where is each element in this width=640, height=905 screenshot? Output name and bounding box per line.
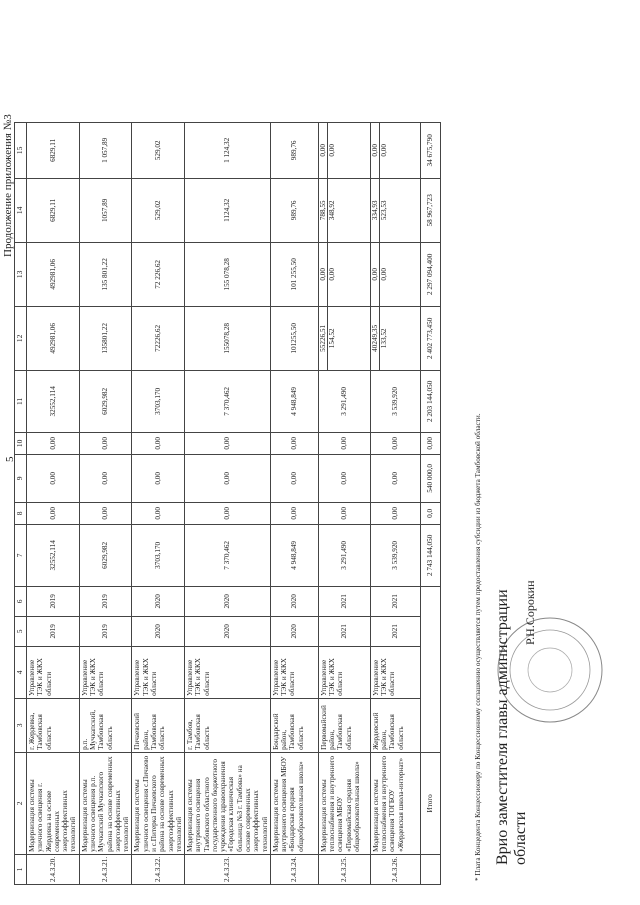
total-label: Итого [420,752,440,854]
value-col-8: 0,00 [370,502,420,524]
value-col-14-part: 334,93 [370,200,379,221]
responsible-body: Управление ТЭК и ЖКХ области [27,646,80,698]
year-start: 2021 [318,616,370,646]
value-col-7: 7 370,462 [185,524,271,586]
value-col-13: 101 255,50 [270,242,318,306]
value-col-14: 1124,32 [185,178,271,242]
value-col-15: 529,02 [132,122,185,178]
value-col-9: 0,00 [270,454,318,502]
value-col-12: 101255,50 [270,306,318,370]
project-name: Модернизация системы уличного освещения с.Пичаево и с.Питерка Пичаевского района на основе современных энергоэффективных технологий [132,752,185,854]
col-num: 7 [15,524,27,586]
value-col-7: 3 539,920 [370,524,420,586]
value-col-14: 1057,89 [79,178,132,242]
responsible-body: Управление ТЭК и ЖКХ области [79,646,132,698]
total-c14: 58 967,723 [420,178,440,242]
value-col-11: 32552,114 [27,370,80,432]
total-row [420,122,440,884]
value-col-7: 3 291,490 [318,524,370,586]
project-name: Модернизация системы теплоснабжения и внутреннего освещения ТОГБОУ «Жердевская школа-интернат» [370,752,420,854]
value-col-11: 3 291,490 [318,370,370,432]
table-row [132,122,185,884]
total-c12: 2 402 773,450 [420,306,440,370]
col-num: 12 [15,306,27,370]
col-num: 3 [15,698,27,752]
value-col-11: 4 948,849 [270,370,318,432]
responsible-body: Управление ТЭК и ЖКХ области [318,646,370,698]
value-col-11: 6029,982 [79,370,132,432]
value-col-13-part: 0,00 [379,243,388,306]
value-col-12-part: 133,52 [379,307,388,370]
value-col-14: 529,02 [132,178,185,242]
row-index: 2.4.3.26. [370,854,420,884]
row-index: 2.4.3.21. [79,854,132,884]
value-col-14-part: 523,53 [379,179,388,242]
value-col-15-part: 0,00 [327,123,336,178]
value-col-10: 0,00 [318,432,370,454]
table-row [79,122,132,884]
value-col-15: 6829,11 [27,122,80,178]
total-blank [420,586,440,752]
value-col-10: 0,00 [185,432,271,454]
row-index: 2.4.3.25. [318,854,370,884]
total-c13: 2 297 094,400 [420,242,440,306]
value-col-14 [318,178,370,242]
value-col-13: 72 226,62 [132,242,185,306]
value-col-12: 72226,62 [132,306,185,370]
value-col-7: 4 948,849 [270,524,318,586]
value-col-12 [370,306,420,370]
year-start: 2021 [370,616,420,646]
project-name: Модернизация системы внутреннего освещения МБОУ «Бондарская средняя общеобразовательная школа» [270,752,318,854]
page-number: 5 [4,456,16,462]
value-col-10: 0,00 [79,432,132,454]
value-col-15: 989,76 [270,122,318,178]
value-col-12: 135801,22 [79,306,132,370]
col-num: 2 [15,752,27,854]
total-c10: 0,00 [420,432,440,454]
col-num: 6 [15,586,27,616]
project-location: Жердевский район, Тамбовская область [370,698,420,752]
value-col-12-part: 55226,51 [318,324,327,352]
value-col-10: 0,00 [270,432,318,454]
project-name: Модернизация системы уличного освещения р.п. Мучкапский Мучкапского района на основе современных энергоэффективных технологий [79,752,132,854]
total-blank [420,854,440,884]
row-index: 2.4.3.24. [270,854,318,884]
value-col-15-part: 0,00 [379,123,388,178]
total-c11: 2 203 144,050 [420,370,440,432]
value-col-8: 0,00 [318,502,370,524]
continuation-label: Продолжение приложения №3 [2,114,14,257]
value-col-13: 135 801,22 [79,242,132,306]
value-col-7: 6029,982 [79,524,132,586]
year-end: 2019 [79,586,132,616]
responsible-body: Управление ТЭК и ЖКХ области [132,646,185,698]
col-num: 15 [15,122,27,178]
value-col-13-part: 0,00 [318,268,327,281]
column-number-row [15,122,27,884]
year-start: 2020 [185,616,271,646]
row-index: 2.4.3.20. [27,854,80,884]
appendix-table [14,122,441,885]
value-col-15: 1 057,89 [79,122,132,178]
value-col-13 [370,242,420,306]
total-c15: 34 675,790 [420,122,440,178]
project-location: р.п. Мучкапский, Тамбовская область [79,698,132,752]
year-end: 2021 [318,586,370,616]
year-end: 2019 [27,586,80,616]
year-start: 2020 [132,616,185,646]
value-col-9: 0,00 [185,454,271,502]
value-col-11: 3 539,920 [370,370,420,432]
value-col-9: 0,00 [370,454,420,502]
value-col-8: 0,00 [27,502,80,524]
value-col-15-part: 0,00 [370,144,379,157]
value-col-14-part: 788,55 [318,200,327,221]
value-col-9: 0,00 [132,454,185,502]
col-num: 4 [15,646,27,698]
col-num: 14 [15,178,27,242]
value-col-14: 6829,11 [27,178,80,242]
project-location: Бондарский район, Тамбовская область [270,698,318,752]
value-col-12: 492981,06 [27,306,80,370]
value-col-14: 989,76 [270,178,318,242]
table-row [318,122,370,884]
value-col-8: 0,00 [132,502,185,524]
value-col-15 [370,122,420,178]
year-start: 2019 [79,616,132,646]
responsible-body: Управление ТЭК и ЖКХ области [185,646,271,698]
signature-line-2: области [511,811,529,865]
value-col-14-part: 348,92 [327,179,336,242]
total-c7: 2 743 144,050 [420,524,440,586]
value-col-13-part: 0,00 [370,268,379,281]
col-num: 8 [15,502,27,524]
value-col-12 [318,306,370,370]
value-col-9: 0,00 [27,454,80,502]
year-end: 2021 [370,586,420,616]
value-col-8: 0,00 [270,502,318,524]
col-num: 9 [15,454,27,502]
row-index: 2.4.3.23. [185,854,271,884]
project-location: г. Жердевка, Тамбовская область [27,698,80,752]
value-col-8: 0,00 [79,502,132,524]
value-col-15: 1 124,32 [185,122,271,178]
signature-line-1: Врио заместителя главы администрации [494,589,511,865]
value-col-15 [318,122,370,178]
responsible-body: Управление ТЭК и ЖКХ области [370,646,420,698]
year-end: 2020 [132,586,185,616]
table-row [185,122,271,884]
year-start: 2020 [270,616,318,646]
table-row [370,122,420,884]
total-c8: 0,0 [420,502,440,524]
table-row [270,122,318,884]
col-num: 13 [15,242,27,306]
year-start: 2019 [27,616,80,646]
value-col-13 [318,242,370,306]
value-col-11: 3703,170 [132,370,185,432]
value-col-10: 0,00 [370,432,420,454]
value-col-8: 0,00 [185,502,271,524]
value-col-12-part: 40249,35 [370,324,379,352]
value-col-15-part: 0,00 [318,144,327,157]
project-name: Модернизация системы внутреннего освещения Тамбовского областного государственного бюджетного учреждения здравоохранения «Городская клиническая больница №3 г. Тамбова» на основе современных энергоэффективных технологий [185,752,271,854]
col-num: 10 [15,432,27,454]
value-col-9: 0,00 [79,454,132,502]
value-col-13: 492981,06 [27,242,80,306]
project-location: г. Тамбов, Тамбовская область [185,698,271,752]
project-location: Пичаевский район, Тамбовская область [132,698,185,752]
value-col-10: 0,00 [132,432,185,454]
value-col-9: 0,00 [318,454,370,502]
project-name: Модернизация системы теплоснабжения и внутреннего освещения МБОУ «Первомайская средняя общеобразовательная школа» [318,752,370,854]
value-col-7: 32552,114 [27,524,80,586]
col-num: 11 [15,370,27,432]
signatory-name: Р.Н.Сорокин [523,580,537,645]
row-index: 2.4.3.22. [132,854,185,884]
table-row [27,122,80,884]
total-c9: 540 000,0 [420,454,440,502]
footnote: * Плата Концедента Концессионеру по Концессионному соглашению осуществляется путем предоставления субсидии из бюджета Тамбовской области. [474,413,482,881]
year-end: 2020 [185,586,271,616]
value-col-13-part: 0,00 [327,243,336,306]
value-col-11: 7 370,462 [185,370,271,432]
project-location: Первомайский район, Тамбовская область [318,698,370,752]
col-num: 1 [15,854,27,884]
responsible-body: Управление ТЭК и ЖКХ области [270,646,318,698]
value-col-13: 155 078,28 [185,242,271,306]
col-num: 5 [15,616,27,646]
value-col-12: 155078,28 [185,306,271,370]
value-col-10: 0,00 [27,432,80,454]
project-name: Модернизация системы уличного освещения г. Жердевка на основе современных энергоэффективных технологий [27,752,80,854]
value-col-14 [370,178,420,242]
value-col-7: 3703,170 [132,524,185,586]
year-end: 2020 [270,586,318,616]
value-col-12-part: 154,52 [327,307,336,370]
